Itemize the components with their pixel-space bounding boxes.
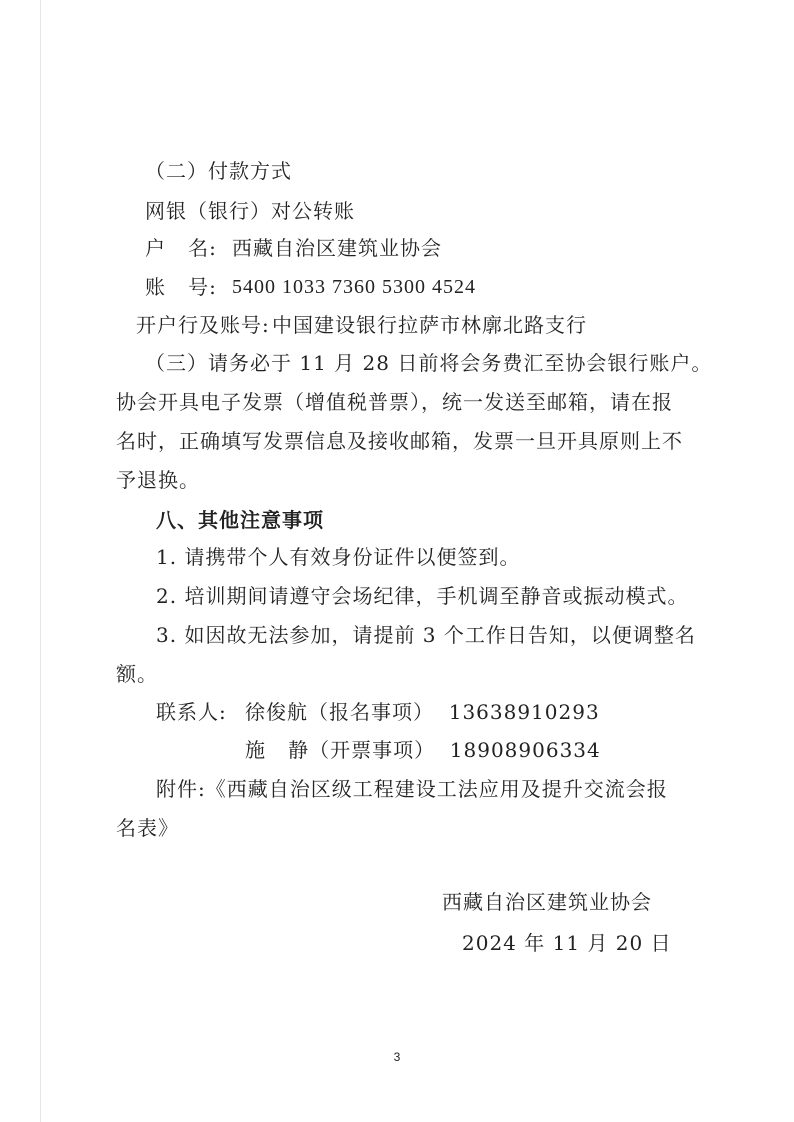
bank-label: 开户行及账号: xyxy=(136,313,270,337)
account-name-label: 户 名: xyxy=(145,236,217,260)
bank-value: 中国建设银行拉萨市林廓北路支行 xyxy=(272,313,587,337)
signature-date: 2024 年 11 月 20 日 xyxy=(462,931,672,955)
notice-line-2: 协会开具电子发票（增值税普票），统一发送至邮箱，请在报 xyxy=(116,390,673,414)
notice-line-3: 名时，正确填写发票信息及接收邮箱，发票一旦开具原则上不 xyxy=(116,429,683,453)
section-8-heading: 八、其他注意事项 xyxy=(156,508,324,532)
account-number-label: 账 号: xyxy=(145,275,217,299)
payment-method: 网银（银行）对公转账 xyxy=(145,199,355,223)
section-8-item-3-cont: 额。 xyxy=(116,662,158,686)
scan-edge-line xyxy=(40,0,41,1122)
attachment-line-1: 附件:《西藏自治区级工程建设工法应用及提升交流会报 xyxy=(156,777,668,801)
contact-2: 施 静（开票事项） 18908906334 xyxy=(245,738,601,762)
payment-heading: （二）付款方式 xyxy=(145,159,292,183)
section-8-item-1: 1. 请携带个人有效身份证件以便签到。 xyxy=(156,545,521,569)
page-number: 3 xyxy=(393,1050,401,1064)
account-number-value: 5400 1033 7360 5300 4524 xyxy=(232,276,476,298)
account-name-value: 西藏自治区建筑业协会 xyxy=(232,236,442,260)
attachment-line-2: 名表》 xyxy=(116,816,179,840)
section-8-item-3: 3. 如因故无法参加，请提前 3 个工作日告知，以便调整名 xyxy=(156,623,696,647)
notice-line-1: （三）请务必于 11 月 28 日前将会务费汇至协会银行账户。 xyxy=(145,351,713,375)
section-8-item-2: 2. 培训期间请遵守会场纪律，手机调至静音或振动模式。 xyxy=(156,584,689,608)
notice-line-4: 予退换。 xyxy=(116,468,200,492)
contact-label: 联系人: xyxy=(156,700,227,724)
signature-org: 西藏自治区建筑业协会 xyxy=(442,890,652,914)
contact-1: 徐俊航（报名事项） 13638910293 xyxy=(245,700,600,724)
